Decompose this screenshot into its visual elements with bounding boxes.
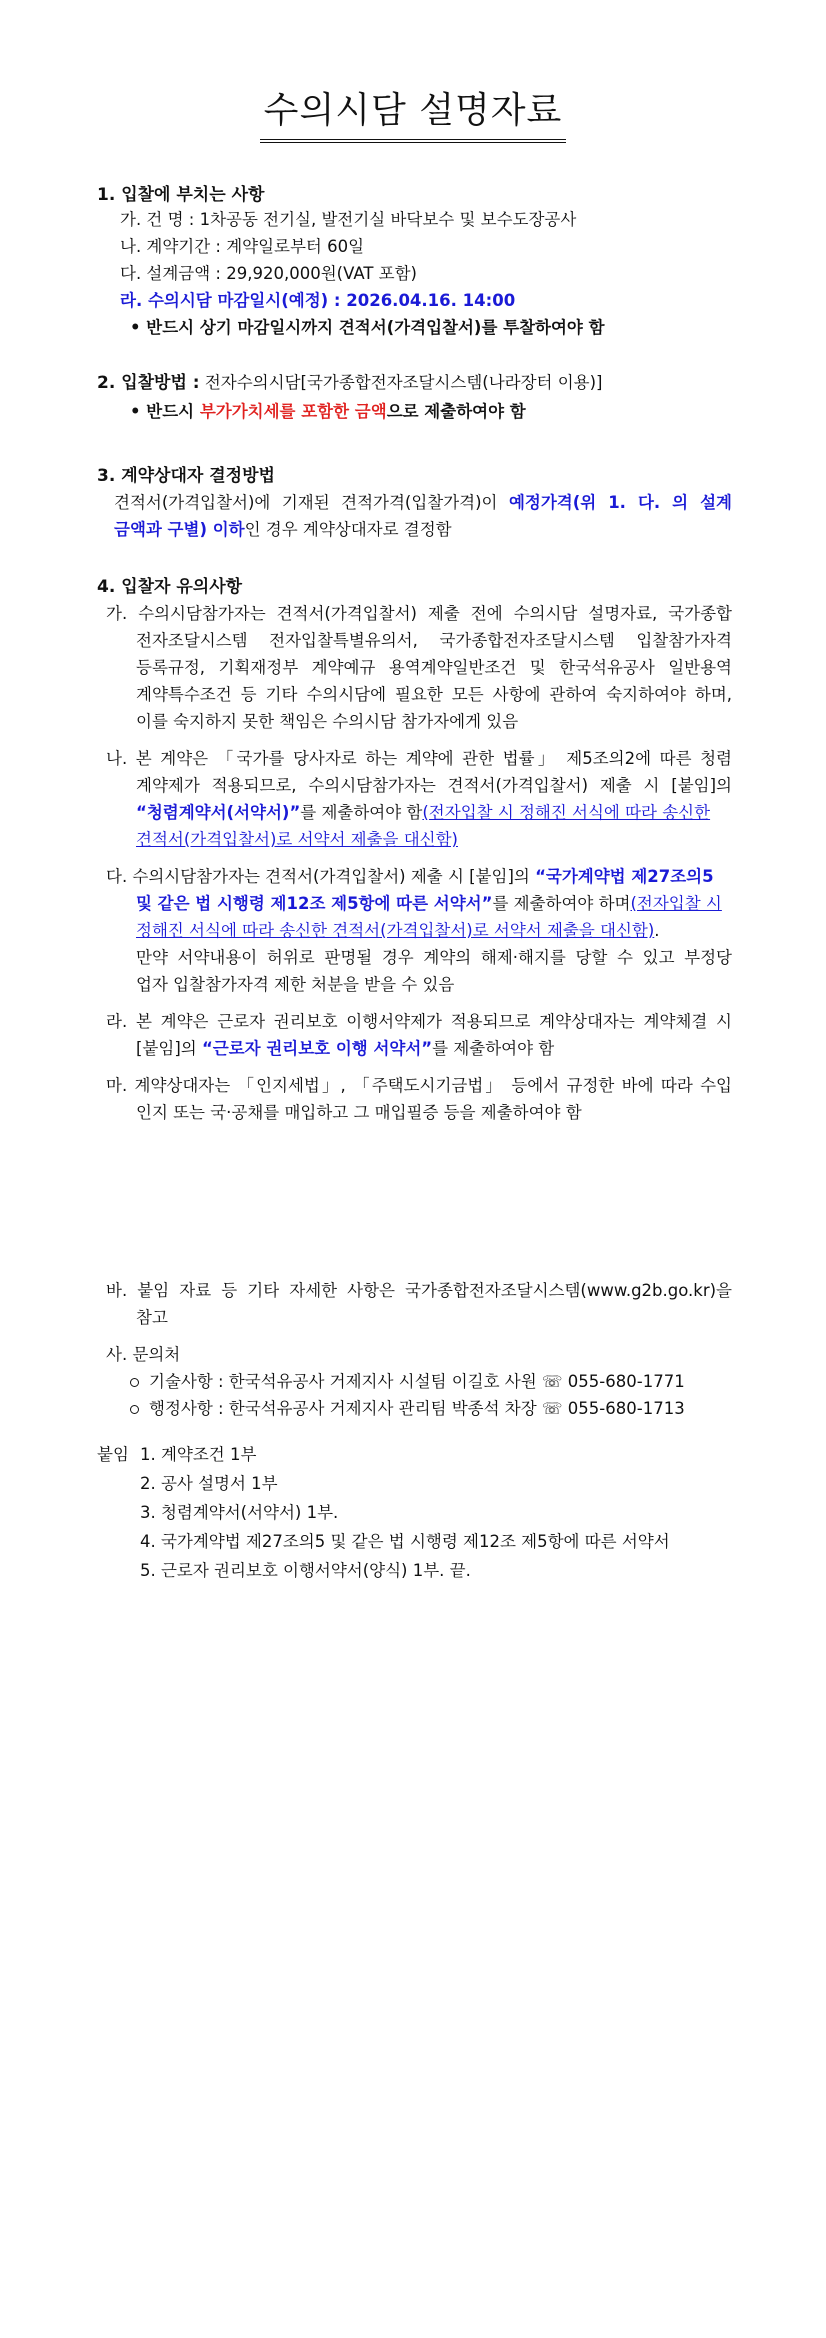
section-1-heading: 1. 입찰에 부치는 사항 xyxy=(97,185,265,205)
contact-administrative-text: 행정사항 : 한국석유공사 거제지사 관리팀 박종석 차장 ☏ 055-680-1713 xyxy=(149,1399,685,1418)
notice-da-underline-2: 정해진 서식에 따라 송신한 견적서(가격입찰서)로 서약서 제출을 대신함) xyxy=(136,921,655,940)
notice-na-line xyxy=(136,800,710,826)
attachment-item: 5. 근로자 권리보호 이행서약서(양식) 1부. 끝. xyxy=(140,1561,471,1580)
decision-text-2: 인 경우 계약상대자로 결정함 xyxy=(244,520,452,539)
notice-ba-line: 바. 붙임 자료 등 기타 자세한 사항은 국가종합전자조달시스템(www.g2b.go.kr)을 xyxy=(106,1281,732,1300)
item-subject: 가. 건 명 : 1차공동 전기실, 발전기실 바닥보수 및 보수도장공사 xyxy=(120,210,577,229)
contact-technical xyxy=(130,1369,685,1395)
vat-note-highlight: 부가가치세를 포함한 금액 xyxy=(199,402,387,421)
notice-sa-line: 사. 문의처 xyxy=(106,1345,181,1364)
notice-ba-line: 참고 xyxy=(136,1308,168,1327)
notice-ma-line: 인지 또는 국·공채를 매입하고 그 매입필증 등을 제출하여야 함 xyxy=(136,1103,582,1122)
contact-technical-text: 기술사항 : 한국석유공사 거제지사 시설팀 이길호 사원 ☏ 055-680-1771 xyxy=(149,1372,685,1391)
item-deadline: 라. 수의시담 마감일시(예정) : 2026.04.16. 14:00 xyxy=(120,291,516,310)
decision-highlight: 예정가격(위 1. 다. 의 설계 xyxy=(508,493,732,512)
contact-administrative xyxy=(130,1396,685,1422)
notice-ga-line: 계약특수조건 등 기타 수의시담에 필요한 모든 사항에 관하여 숙지하여야 하며, xyxy=(136,685,732,704)
document-title: 수의시담 설명자료 xyxy=(0,82,826,143)
decision-text: 견적서(가격입찰서)에 기재된 견적가격(입찰가격)이 xyxy=(114,493,498,512)
notice-ga-line: 이를 숙지하지 못한 책임은 수의시담 참가자에게 있음 xyxy=(136,712,519,731)
attachments-label: 붙임 xyxy=(97,1445,129,1464)
bullet-circle-icon xyxy=(130,1405,139,1414)
section-3-heading: 3. 계약상대자 결정방법 xyxy=(97,466,275,486)
attachment-item: 3. 청렴계약서(서약서) 1부. xyxy=(140,1503,339,1522)
attachment-item: 4. 국가계약법 제27조의5 및 같은 법 시행령 제12조 제5항에 따른 서약서 xyxy=(140,1532,670,1551)
notice-ra-line: 라. 본 계약은 근로자 권리보호 이행서약제가 적용되므로 계약상대자는 계약체결 시 xyxy=(106,1012,732,1031)
item-amount: 다. 설계금액 : 29,920,000원(VAT 포함) xyxy=(120,264,417,283)
attachment-item: 1. 계약조건 1부 xyxy=(140,1445,257,1464)
decision-line-2 xyxy=(114,517,452,543)
notice-na-line: 나. 본 계약은 「국가를 당사자로 하는 계약에 관한 법률」 제5조의2에 따른 청렴 xyxy=(106,749,732,768)
notice-da-text: 다. 수의시담참가자는 견적서(가격입찰서) 제출 시 [붙임]의 xyxy=(106,867,536,886)
notice-na-line: 계약제가 적용되므로, 수의시담참가자는 견적서(가격입찰서) 제출 시 [붙임]의 xyxy=(136,776,732,795)
notice-na-underline: (전자입찰 시 정해진 서식에 따라 송신한 xyxy=(422,803,711,822)
notice-na-line xyxy=(136,827,458,853)
notice-da-period: . xyxy=(654,921,660,940)
labor-pledge-highlight: “근로자 권리보호 이행 서약서” xyxy=(201,1039,433,1058)
bid-method: 전자수의시담[국가종합전자조달시스템(나라장터 이용)] xyxy=(199,373,603,392)
notice-da-highlight: “국가계약법 제27조의5 xyxy=(535,867,714,886)
section-4-heading: 4. 입찰자 유의사항 xyxy=(97,577,243,597)
decision-highlight-2: 금액과 구별) 이하 xyxy=(114,520,245,539)
notice-ra-text-2: 를 제출하여야 함 xyxy=(432,1039,555,1058)
notice-ra-line xyxy=(136,1036,554,1062)
section-2-heading: 2. 입찰방법 : xyxy=(97,373,200,393)
notice-ma-line: 마. 계약상대자는 「인지세법」, 「주택도시기금법」 등에서 규정한 바에 따라 수입 xyxy=(106,1076,732,1095)
notice-da-line: 만약 서약내용이 허위로 판명될 경우 계약의 해제·해지를 당할 수 있고 부정당 xyxy=(136,948,732,967)
notice-na-underline-2: 견적서(가격입찰서)로 서약서 제출을 대신함) xyxy=(136,830,458,849)
deadline-note: • 반드시 상기 마감일시까지 견적서(가격입찰서)를 투찰하여야 함 xyxy=(130,318,605,337)
vat-note-post: 으로 제출하여야 함 xyxy=(386,402,526,421)
notice-ga-line: 가. 수의시담참가자는 견적서(가격입찰서) 제출 전에 수의시담 설명자료, 국가종합 xyxy=(106,604,732,623)
notice-da-highlight-2: 및 같은 법 시행령 제12조 제5항에 따른 서약서” xyxy=(136,894,493,913)
notice-da-text-2: 를 제출하여야 하며 xyxy=(492,894,631,913)
section-2-line xyxy=(97,370,602,396)
notice-ga-line: 등록규정, 기획재정부 계약예규 용역계약일반조건 및 한국석유공사 일반용역 xyxy=(136,658,732,677)
vat-note-pre: • 반드시 xyxy=(130,402,200,421)
notice-na-text: 를 제출하여야 함 xyxy=(300,803,423,822)
attachment-item: 2. 공사 설명서 1부 xyxy=(140,1474,278,1493)
decision-line-1 xyxy=(114,490,732,516)
notice-ra-text: [붙임]의 xyxy=(136,1039,202,1058)
bullet-circle-icon xyxy=(130,1378,139,1387)
item-period: 나. 계약기간 : 계약일로부터 60일 xyxy=(120,237,365,256)
notice-da-line: 업자 입찰참가자격 제한 처분을 받을 수 있음 xyxy=(136,975,455,994)
vat-note xyxy=(130,399,526,425)
notice-da-line xyxy=(106,864,714,890)
integrity-pledge-highlight: “청렴계약서(서약서)” xyxy=(136,803,301,822)
notice-da-line xyxy=(136,918,660,944)
notice-da-underline: (전자입찰 시 xyxy=(630,894,722,913)
notice-ga-line: 전자조달시스템 전자입찰특별유의서, 국가종합전자조달시스템 입찰참가자격 xyxy=(136,631,732,650)
notice-da-line xyxy=(136,891,722,917)
